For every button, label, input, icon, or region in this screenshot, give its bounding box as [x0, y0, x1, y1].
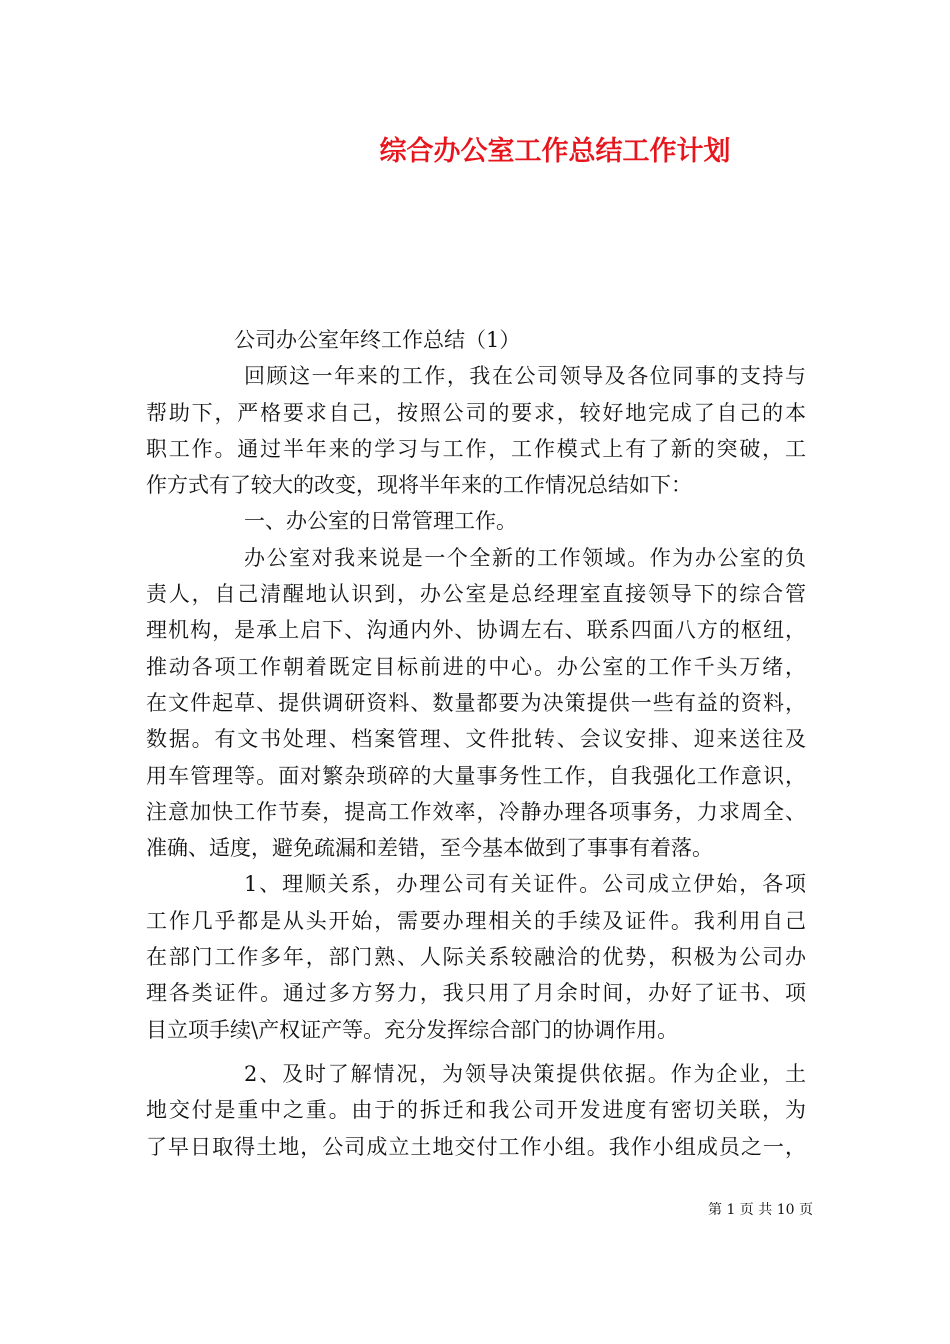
paragraph-line: 在文件起草、提供调研资料、数量都要为决策提供一些有益的资料，	[146, 690, 806, 715]
paragraph-line: 作方式有了较大的改变，现将半年来的工作情况总结如下：	[146, 473, 692, 498]
section-heading: 公司办公室年终工作总结（1）	[234, 328, 521, 352]
paragraph-line: 准确、适度，避免疏漏和差错，至今基本做到了事事有着落。	[146, 836, 713, 861]
paragraph-line: 办公室对我来说是一个全新的工作领域。作为办公室的负	[244, 545, 806, 570]
paragraph-line: 地交付是重中之重。由于的拆迁和我公司开发进度有密切关联，为	[146, 1098, 806, 1123]
paragraph-line: 在部门工作多年，部门熟、人际关系较融洽的优势，积极为公司办	[146, 945, 806, 970]
paragraph-line: 目立项手续\产权证产等。充分发挥综合部门的协调作用。	[146, 1017, 679, 1042]
page-number: 第 1 页 共 10 页	[708, 1202, 813, 1218]
page-title: 综合办公室工作总结工作计划	[379, 136, 731, 167]
paragraph-line: 工作几乎都是从头开始，需要办理相关的手续及证件。我利用自己	[146, 908, 806, 933]
paragraph-line: 回顾这一年来的工作，我在公司领导及各位同事的支持与	[244, 364, 806, 389]
paragraph-line: 1、理顺关系，办理公司有关证件。公司成立伊始，各项	[244, 872, 806, 897]
subsection-heading: 一、办公室的日常管理工作。	[244, 509, 517, 534]
paragraph-line: 帮助下，严格要求自己，按照公司的要求，较好地完成了自己的本	[146, 400, 806, 425]
paragraph-line: 职工作。通过半年来的学习与工作，工作模式上有了新的突破，工	[146, 436, 806, 461]
paragraph-line: 用车管理等。面对繁杂琐碎的大量事务性工作，自我强化工作意识，	[146, 763, 806, 788]
paragraph-line: 了早日取得土地，公司成立土地交付工作小组。我作小组成员之一，	[146, 1134, 806, 1159]
paragraph-line: 推动各项工作朝着既定目标前进的中心。办公室的工作千头万绪，	[146, 654, 806, 679]
document-body	[146, 322, 806, 1165]
paragraph-line: 责人，自己清醒地认识到，办公室是总经理室直接领导下的综合管	[146, 582, 806, 607]
paragraph-line: 理机构，是承上启下、沟通内外、协调左右、联系四面八方的枢纽，	[146, 618, 806, 643]
paragraph-line: 注意加快工作节奏，提高工作效率，冷静办理各项事务，力求周全、	[146, 799, 806, 824]
paragraph-line: 数据。有文书处理、档案管理、文件批转、会议安排、迎来送往及	[146, 727, 806, 752]
paragraph-line: 2、及时了解情况，为领导决策提供依据。作为企业，土	[244, 1061, 806, 1086]
paragraph-line: 理各类证件。通过多方努力，我只用了月余时间，办好了证书、项	[146, 981, 806, 1006]
